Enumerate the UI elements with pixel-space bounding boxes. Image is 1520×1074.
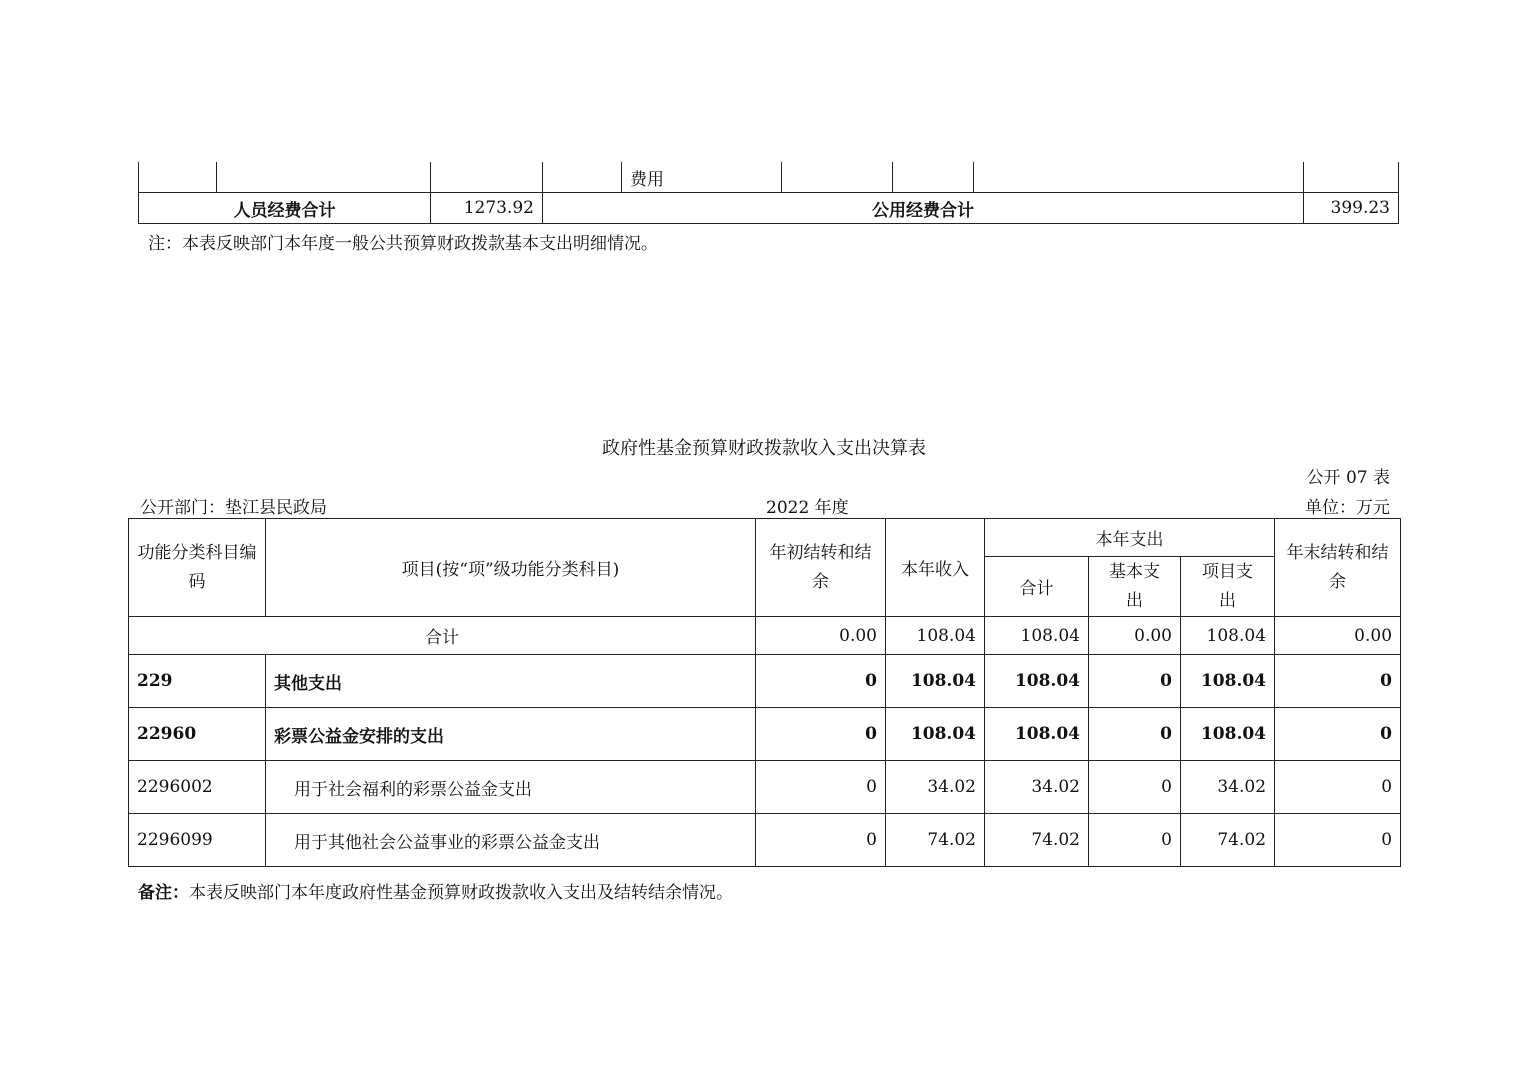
table-row bbox=[129, 655, 1401, 708]
row-end-balance: 0 bbox=[1275, 814, 1401, 867]
row-expense-project: 74.02 bbox=[1181, 814, 1275, 867]
total-begin-balance: 0.00 bbox=[756, 617, 886, 655]
table-row bbox=[129, 708, 1401, 761]
total-expense-total: 108.04 bbox=[985, 617, 1089, 655]
table-row-partial bbox=[139, 162, 1399, 193]
row-name: 彩票公益金安排的支出 bbox=[266, 708, 756, 761]
footnote-label: 备注： bbox=[138, 883, 189, 903]
total-label: 合计 bbox=[129, 617, 756, 655]
row-begin-balance: 0 bbox=[756, 708, 886, 761]
form-number: 公开 07 表 bbox=[1306, 468, 1390, 488]
public-total-label: 公用经费合计 bbox=[543, 193, 1304, 224]
table-row bbox=[129, 814, 1401, 867]
total-income: 108.04 bbox=[886, 617, 985, 655]
row-name: 用于社会福利的彩票公益金支出 bbox=[266, 761, 756, 814]
row-code: 229 bbox=[129, 655, 266, 708]
row-name: 用于其他社会公益事业的彩票公益金支出 bbox=[266, 814, 756, 867]
gov-fund-budget-table bbox=[128, 518, 1401, 867]
total-row bbox=[129, 617, 1401, 655]
row-expense-project: 34.02 bbox=[1181, 761, 1275, 814]
row-expense-total: 108.04 bbox=[985, 655, 1089, 708]
row-code: 2296002 bbox=[129, 761, 266, 814]
partial-row-cell-text: 费用 bbox=[622, 162, 782, 193]
report-title: 政府性基金预算财政拨款收入支出决算表 bbox=[602, 438, 926, 459]
personnel-total-label: 人员经费合计 bbox=[139, 193, 431, 224]
row-expense-basic: 0 bbox=[1089, 708, 1181, 761]
header-expense-total: 合计 bbox=[985, 557, 1089, 617]
row-name: 其他支出 bbox=[266, 655, 756, 708]
row-expense-project: 108.04 bbox=[1181, 708, 1275, 761]
row-expense-total: 108.04 bbox=[985, 708, 1089, 761]
table-row-totals bbox=[139, 193, 1399, 224]
row-expense-project: 108.04 bbox=[1181, 655, 1275, 708]
row-income: 34.02 bbox=[886, 761, 985, 814]
row-end-balance: 0 bbox=[1275, 761, 1401, 814]
header-begin-balance: 年初结转和结余 bbox=[756, 519, 886, 617]
row-end-balance: 0 bbox=[1275, 708, 1401, 761]
report-year: 2022 年度 bbox=[766, 498, 849, 518]
unit-label: 单位：万元 bbox=[1305, 498, 1390, 518]
total-end-balance: 0.00 bbox=[1275, 617, 1401, 655]
row-code: 2296099 bbox=[129, 814, 266, 867]
header-expense-group: 本年支出 bbox=[985, 519, 1275, 557]
row-begin-balance: 0 bbox=[756, 761, 886, 814]
row-expense-total: 74.02 bbox=[985, 814, 1089, 867]
header-income: 本年收入 bbox=[886, 519, 985, 617]
total-expense-basic: 0.00 bbox=[1089, 617, 1181, 655]
row-end-balance: 0 bbox=[1275, 655, 1401, 708]
row-expense-basic: 0 bbox=[1089, 761, 1181, 814]
footnote-text: 本表反映部门本年度政府性基金预算财政拨款收入支出及结转结余情况。 bbox=[189, 883, 733, 903]
public-total-value: 399.23 bbox=[1304, 193, 1399, 224]
basic-expense-detail-table-tail bbox=[138, 162, 1399, 224]
row-expense-total: 34.02 bbox=[985, 761, 1089, 814]
row-expense-basic: 0 bbox=[1089, 814, 1181, 867]
total-expense-project: 108.04 bbox=[1181, 617, 1275, 655]
row-income: 108.04 bbox=[886, 655, 985, 708]
table-row bbox=[129, 761, 1401, 814]
header-code: 功能分类科目编码 bbox=[129, 519, 266, 617]
row-code: 22960 bbox=[129, 708, 266, 761]
row-begin-balance: 0 bbox=[756, 655, 886, 708]
row-begin-balance: 0 bbox=[756, 814, 886, 867]
footnote bbox=[138, 878, 733, 903]
row-income: 108.04 bbox=[886, 708, 985, 761]
header-row-1 bbox=[129, 519, 1401, 557]
row-expense-basic: 0 bbox=[1089, 655, 1181, 708]
row-income: 74.02 bbox=[886, 814, 985, 867]
header-end-balance: 年末结转和结余 bbox=[1275, 519, 1401, 617]
header-item: 项目(按“项”级功能分类科目) bbox=[266, 519, 756, 617]
header-expense-basic: 基本支出 bbox=[1089, 557, 1181, 617]
personnel-total-value: 1273.92 bbox=[431, 193, 543, 224]
top-note: 注：本表反映部门本年度一般公共预算财政拨款基本支出明细情况。 bbox=[148, 234, 658, 254]
department-label: 公开部门：垫江县民政局 bbox=[140, 498, 327, 518]
header-expense-project: 项目支出 bbox=[1181, 557, 1275, 617]
